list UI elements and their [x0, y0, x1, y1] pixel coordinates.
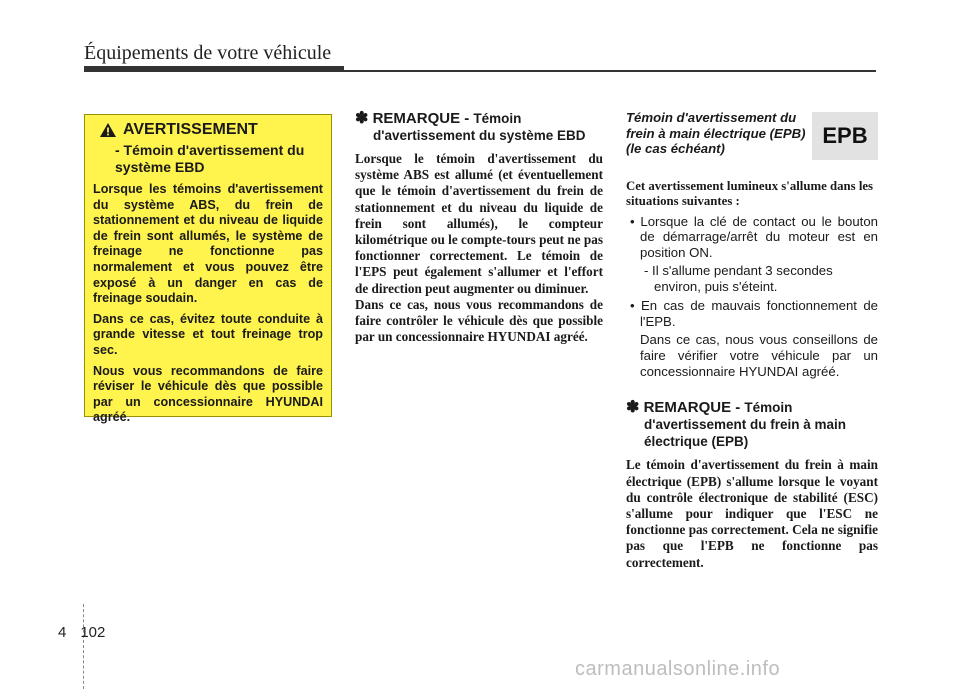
warning-heading	[99, 121, 323, 139]
epb-column	[626, 110, 878, 571]
remark-epb-body: Le témoin d'avertissement du frein à main électrique (EPB) s'allume lorsque le voyant du contrôle électronique de stabilité (ESC) s'allume pour indiquer que l'ESC ne fonctionne pas correctement. Cela ne signifie pas que l'EPB ne fonctionne pas correctement.	[626, 457, 878, 570]
remark-star-icon: ✽	[626, 399, 640, 417]
epb-bullet-continuation: Dans ce cas, nous vous conseillons de faire vérifier votre véhicule par un concessionnaire HYUNDAI agréé.	[640, 332, 878, 379]
epb-sub-bullet: - Il s'allume pendant 3 secondes environ, puis s'éteint.	[644, 262, 833, 294]
warning-subtitle: - Témoin d'avertissement du système EBD	[115, 142, 305, 175]
page-header-title: Équipements de votre véhicule	[84, 42, 332, 64]
epb-bullet-text: En cas de mauvais fonctionnement de l'EPB.	[640, 298, 878, 330]
warning-title: AVERTISSEMENT	[123, 121, 258, 138]
header-rule-thick	[84, 66, 344, 72]
remark-title-start: Témoin	[473, 111, 522, 126]
watermark: carmanualsonline.info	[575, 658, 781, 680]
footer-divider	[83, 604, 85, 689]
warning-paragraph: Nous vous recommandons de faire réviser le véhicule dès que possible par un concessionnaire HYUNDAI agréé.	[93, 363, 323, 425]
remark-ebd-body: Lorsque le témoin d'avertissement du système ABS est allumé (et éventuellement que le témoin d'avertissement du frein de stationnement et du niveau du liquide de frein sont allumés), le compteur kilométrique ou le compte-tours peut ne pas fonctionner correctement. Le témoin de l'EPS peut également s'allumer et l'effort de direction peut augmenter ou diminuer.	[355, 151, 603, 296]
remark-ebd-column	[355, 110, 603, 345]
epb-heading: Témoin d'avertissement du frein à main électrique (EPB) (le cas échéant)	[626, 110, 806, 156]
page-number-value: 102	[80, 624, 106, 641]
warning-box	[84, 114, 332, 425]
warning-paragraph: Lorsque les témoins d'avertissement du système ABS, du frein de stationnement et du niveau de liquide de frein sont allumés, le système de freinage ne fonctionne pas normalement et vous pouvez être exposé à un danger en cas de freinage soudain.	[93, 182, 323, 306]
remark-star-icon: ✽	[355, 110, 369, 127]
epb-badge: EPB	[812, 112, 878, 160]
remark-epb-heading	[626, 399, 878, 450]
epb-intro: Cet avertissement lumineux s'allume dans les situations suivantes :	[626, 178, 874, 208]
header-rule-thin	[344, 70, 876, 72]
remark-ebd-body-2: Dans ce cas, nous vous recommandons de faire contrôler le véhicule dès que possible par un concessionnaire HYUNDAI agréé.	[355, 296, 603, 345]
remark-title-start: Témoin	[744, 400, 793, 416]
remark-title-rest: d'avertissement du frein à main électrique (EPB)	[644, 417, 847, 450]
remark-label: REMARQUE -	[643, 399, 741, 417]
chapter-number: 4	[58, 624, 67, 641]
remark-label: REMARQUE -	[372, 110, 470, 127]
remark-title-rest: d'avertissement du système EBD	[373, 128, 586, 143]
warning-triangle-icon	[99, 122, 117, 138]
epb-bullet-text: Lorsque la clé de contact ou le bouton de démarrage/arrêt du moteur est en position ON.	[640, 213, 878, 261]
epb-bullet: • En cas de mauvais fonctionnement de l'EPB.	[630, 298, 878, 330]
remark-ebd-heading	[355, 110, 603, 144]
epb-bullet: • Lorsque la clé de contact ou le bouton de démarrage/arrêt du moteur est en position ON.	[630, 213, 878, 261]
warning-paragraph: Dans ce cas, évitez toute conduite à grande vitesse et tout freinage trop sec.	[93, 311, 323, 357]
page-number	[58, 624, 119, 641]
